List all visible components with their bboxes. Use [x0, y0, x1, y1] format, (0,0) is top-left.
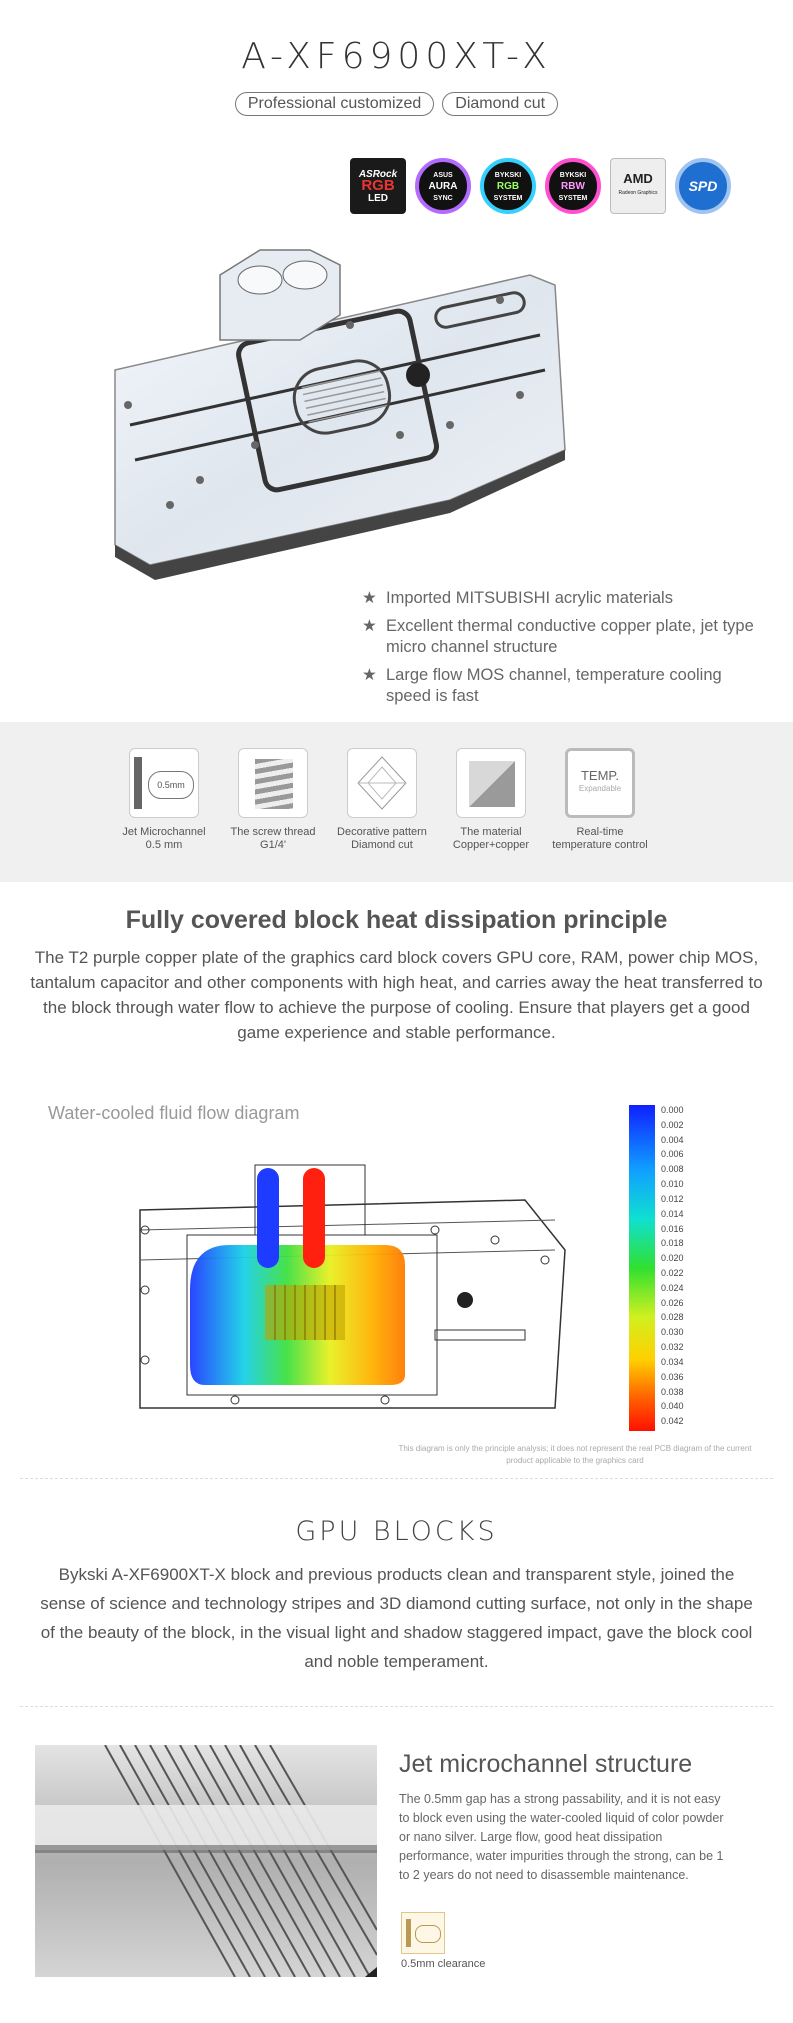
divider — [20, 1478, 773, 1479]
tag-pills — [0, 92, 793, 116]
logo-text: SYSTEM — [558, 194, 588, 202]
feature-item — [362, 665, 762, 707]
legend-label: 0.038 — [661, 1386, 684, 1397]
microchannel-closeup-image — [35, 1745, 377, 1977]
legend-label: 0.024 — [661, 1282, 684, 1293]
logo-text: Radeon Graphics — [618, 190, 658, 196]
spec-value: Copper+copper — [452, 839, 530, 851]
legend-label: 0.020 — [661, 1253, 684, 1264]
legend-label: 0.016 — [661, 1223, 684, 1234]
spec-screw-thread — [219, 748, 327, 852]
logo-text: LED — [367, 192, 388, 204]
logo-text: BYKSKI — [559, 171, 587, 179]
legend-label: 0.032 — [661, 1342, 684, 1353]
legend-label: 0.008 — [661, 1164, 684, 1175]
asrock-rgb-icon — [350, 158, 406, 214]
feature-list — [362, 588, 762, 714]
legend-label: 0.022 — [661, 1268, 684, 1278]
legend-label: 0.006 — [661, 1149, 684, 1160]
rgb-system-icon — [480, 158, 536, 214]
logo-text: AURA — [428, 180, 458, 192]
flow-diagram-title: Water-cooled fluid flow diagram — [48, 1103, 300, 1123]
principle-text: The T2 purple copper plate of the graphics card block covers GPU core, RAM, power chip MOS, tantalum capacitor and other components with high heat, and carries away the heat transferred to the block through water flow to achieve the purpose of cooling. Ensure that players get a good game experience and stable performance. — [30, 948, 763, 1042]
jet-heading: Jet microchannel structure — [399, 1750, 693, 1778]
logo-text: BYKSKI — [494, 171, 522, 179]
legend-label: 0.014 — [661, 1208, 684, 1219]
screw-thread-icon — [238, 748, 308, 818]
spd-icon — [675, 158, 731, 214]
spec-material — [437, 748, 545, 852]
legend-label: 0.002 — [661, 1119, 684, 1130]
logo-text: RGB — [496, 180, 520, 192]
feature-text: Imported MITSUBISHI acrylic materials — [386, 589, 673, 607]
principle-heading: Fully covered block heat dissipation principle — [125, 906, 668, 934]
legend-label: 0.018 — [661, 1238, 684, 1249]
temp-icon — [565, 748, 635, 818]
legend-label: 0.000 — [661, 1105, 684, 1115]
spec-label: Jet Microchannel — [122, 826, 206, 838]
flow-note: This diagram is only the principle analysis; it does not represent the real PCB diagram of the current product applicable to the graphics card — [398, 1444, 752, 1465]
jet-microchannel-icon — [129, 748, 199, 818]
spec-value: Diamond cut — [351, 839, 413, 851]
spec-inner-label: TEMP. — [580, 768, 620, 783]
star-icon: ★ — [362, 617, 377, 635]
spec-decorative-pattern — [328, 748, 436, 852]
star-icon: ★ — [362, 666, 377, 684]
diamond-pattern-icon — [347, 748, 417, 818]
spec-value: G1/4' — [260, 839, 286, 851]
spec-value: 0.5 mm — [145, 839, 183, 851]
spec-jet-microchannel — [110, 748, 218, 852]
logo-text: RBW — [561, 180, 585, 192]
feature-item — [362, 616, 762, 658]
logo-text: SYSTEM — [493, 194, 523, 202]
legend-label: 0.010 — [661, 1179, 684, 1190]
gpu-blocks-heading: GPU BLOCKS — [295, 1516, 498, 1547]
spec-temperature — [546, 748, 654, 852]
water-block-product-image — [100, 245, 680, 595]
legend-label: 0.042 — [661, 1416, 684, 1427]
compatibility-logos — [350, 158, 731, 214]
spec-inner-label: 0.5mm — [148, 771, 194, 799]
feature-item — [362, 588, 762, 609]
feature-text: Excellent thermal conductive copper plate, jet type micro channel structure — [386, 617, 754, 656]
logo-text: SYNC — [433, 194, 453, 202]
tag-professional: Professional customized — [235, 92, 434, 116]
spec-label: The screw thread — [230, 826, 316, 838]
spec-inner-sublabel: Expandable — [578, 784, 622, 793]
legend-label: 0.040 — [661, 1401, 684, 1412]
legend-label: 0.028 — [661, 1312, 684, 1323]
logo-text: ASUS — [433, 171, 453, 179]
gpu-blocks-text: Bykski A-XF6900XT-X block and previous products clean and transparent style, joined the sense of science and technology stripes and 3D diamond cutting surface, not only in the shape of the beauty of the block, in the visual light and shadow staggered impact, gave the block cool and noble temperament. — [40, 1565, 753, 1671]
tag-diamond-cut: Diamond cut — [442, 92, 558, 116]
feature-text: Large flow MOS channel, temperature cooling speed is fast — [386, 666, 722, 705]
logo-text: AMD — [623, 171, 653, 186]
star-icon: ★ — [362, 589, 377, 607]
spec-label: Decorative pattern — [337, 826, 427, 838]
legend-label: 0.026 — [661, 1297, 684, 1308]
legend-label: 0.004 — [661, 1134, 684, 1145]
clearance-caption: 0.5mm clearance — [401, 1958, 486, 1970]
logo-text: RGB — [361, 176, 395, 194]
legend-label: 0.030 — [661, 1327, 684, 1338]
spec-label: The material — [460, 826, 522, 838]
legend-label: 0.012 — [661, 1193, 684, 1204]
amd-icon — [610, 158, 666, 214]
jet-text: The 0.5mm gap has a strong passability, and it is not easy to block even using the water-cooled liquid of color powder or nano silver. Large flow, good heat dissipation performance, water impurities through the strong, can be 1 to 2 years do not need to disassemble maintenance. — [399, 1792, 724, 1882]
rbw-system-icon — [545, 158, 601, 214]
copper-material-icon — [456, 748, 526, 818]
aura-sync-icon — [415, 158, 471, 214]
legend-label: 0.034 — [661, 1356, 684, 1367]
clearance-thumb — [401, 1912, 445, 1954]
legend-label: 0.036 — [661, 1371, 684, 1382]
product-title: A-XF6900XT-X — [241, 36, 552, 77]
spec-label: Real-time — [576, 826, 624, 838]
flow-diagram — [135, 1160, 575, 1420]
logo-text: SPD — [688, 177, 718, 194]
divider — [20, 1706, 773, 1707]
logo-text: ASRock — [358, 168, 398, 180]
spec-value: temperature control — [552, 839, 648, 851]
